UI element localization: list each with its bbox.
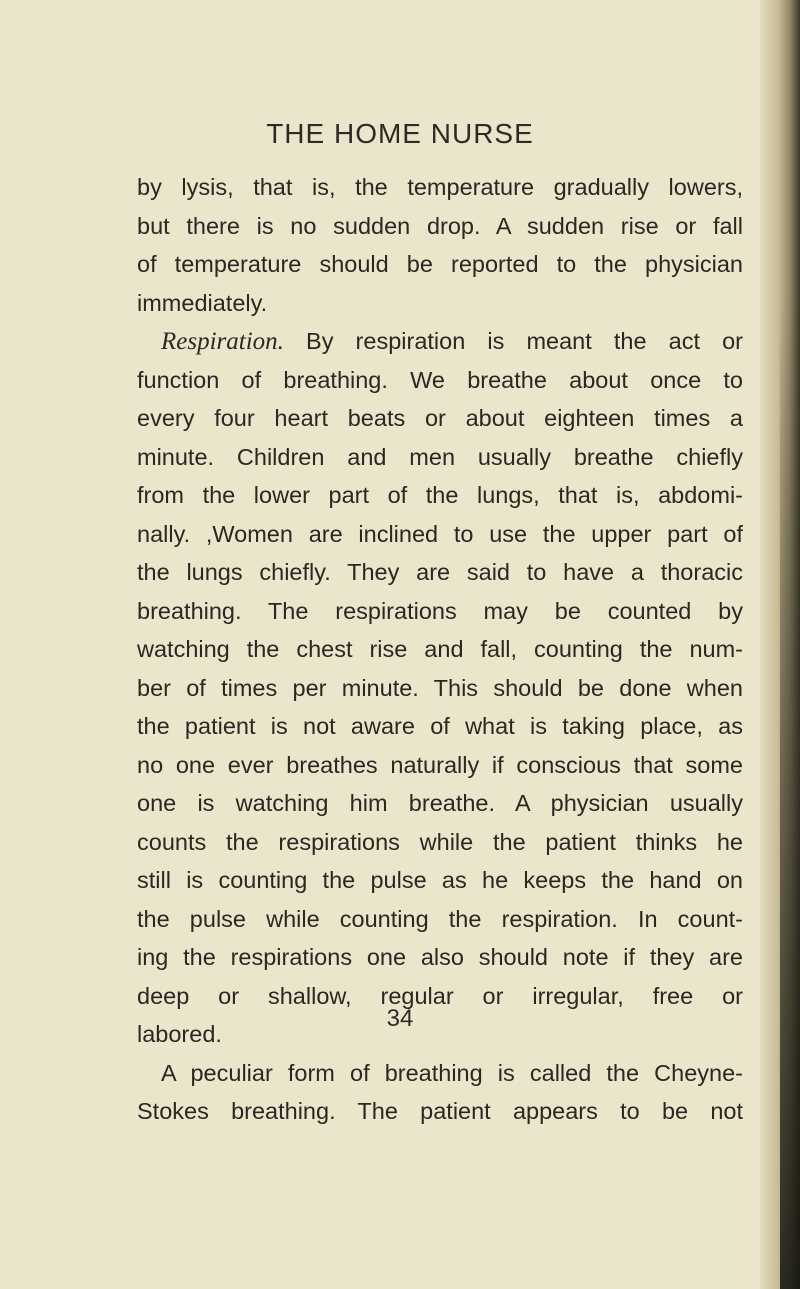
respiration-first-line: By respiration is meant the act or: [283, 328, 743, 354]
text-line-7: every four heart beats or about eighteen times a: [137, 405, 743, 431]
text-line-6: function of breathing. We breathe about once to: [137, 366, 743, 393]
text-line-12: breathing. The respirations may be counted by: [137, 597, 743, 624]
text-line-16: no one ever breathes naturally if conscious that some: [137, 751, 743, 778]
page-edge-dark: [780, 300, 800, 1289]
text-line-14: ber of times per minute. This should be done when: [137, 674, 743, 701]
text-line-9: from the lower part of the lungs, that is, abdomi-: [137, 482, 743, 508]
text-line-18: counts the respirations while the patient thinks he: [137, 828, 743, 855]
text-line-11: the lungs chiefly. They are said to have a thoracic: [137, 559, 743, 585]
text-line-20: the pulse while counting the respiration. In count-: [137, 905, 743, 932]
body-text: [137, 168, 743, 1131]
text-line-2: but there is no sudden drop. A sudden rise or fall: [137, 212, 743, 239]
text-line-1: by lysis, that is, the temperature gradually lowers,: [137, 174, 743, 200]
text-line-8: minute. Children and men usually breathe chiefly: [137, 443, 743, 470]
running-header: THE HOME NURSE: [266, 118, 534, 149]
text-line-17: one is watching him breathe. A physician usually: [137, 790, 743, 816]
text-line-13: watching the chest rise and fall, counting the num-: [137, 636, 743, 662]
text-line-23: labored.: [137, 1021, 222, 1047]
text-line-21: ing the respirations one also should note if they are: [137, 944, 743, 970]
text-line-24: A peculiar form of breathing is called the Cheyne-: [161, 1059, 743, 1086]
respiration-paragraph-start: [137, 322, 743, 361]
text-line-10: nally. ,Women are inclined to use the upper part of: [137, 520, 743, 547]
text-line-3: of temperature should be reported to the physician: [137, 251, 743, 277]
text-line-15: the patient is not aware of what is taking place, as: [137, 713, 743, 739]
text-line-4: immediately.: [137, 289, 268, 316]
text-line-25: Stokes breathing. The patient appears to be not: [137, 1098, 743, 1124]
text-line-22: deep or shallow, regular or irregular, free or: [137, 982, 743, 1009]
respiration-heading: Respiration.: [161, 328, 284, 355]
page-number: 34: [386, 1005, 414, 1032]
text-line-19: still is counting the pulse as he keeps the hand on: [137, 867, 743, 893]
